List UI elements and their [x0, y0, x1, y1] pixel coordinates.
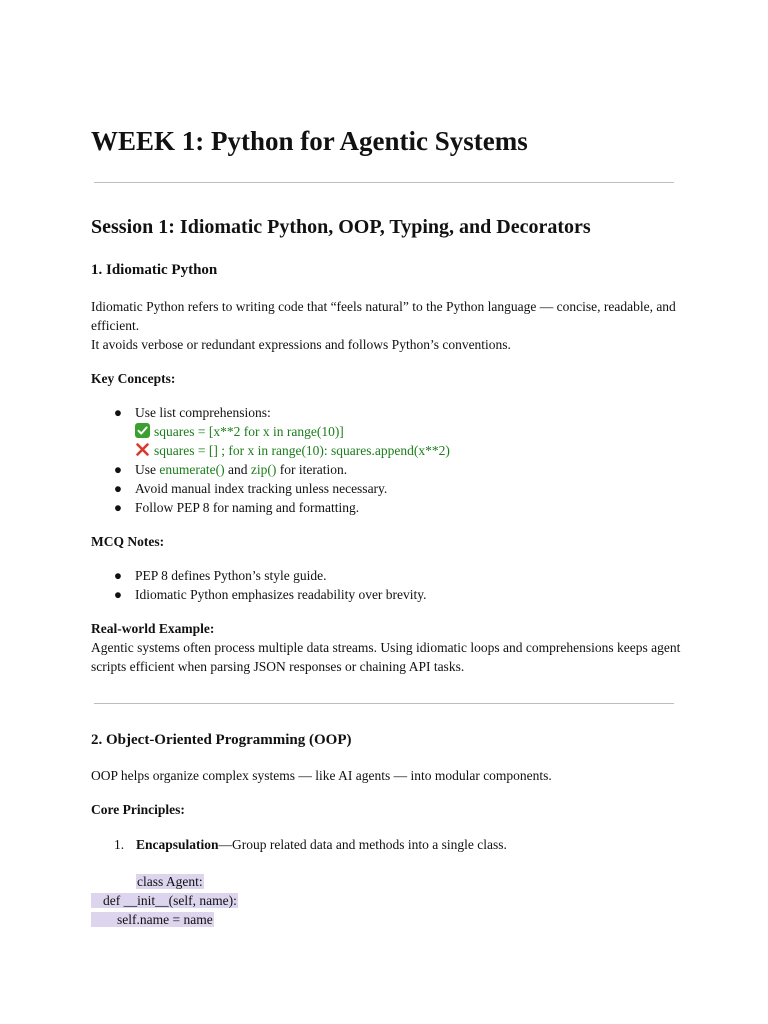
intro-paragraph	[91, 297, 681, 354]
code-line-3: self.name = name	[91, 910, 214, 929]
bullet-icon: ●	[113, 587, 123, 602]
good-example-code: squares = [x**2 for x in range(10)]	[154, 424, 344, 439]
key-concepts-label: Key Concepts:	[91, 371, 176, 386]
inline-code: zip()	[250, 462, 277, 477]
core-principles-label: Core Principles:	[91, 802, 185, 817]
bullet-icon: ●	[113, 481, 123, 496]
inline-code: enumerate()	[159, 462, 225, 477]
list-item-text: Follow PEP 8 for naming and formatting.	[135, 500, 360, 515]
session-title: Session 1: Idiomatic Python, OOP, Typing, and Decorators	[91, 216, 591, 238]
intro-line-1: Idiomatic Python refers to writing code that “feels natural” to the Python language — concise, readable, and efficient.	[91, 299, 676, 333]
real-world-label: Real-world Example:	[91, 621, 215, 636]
list-item-text: Avoid manual index tracking unless necessary.	[135, 481, 388, 496]
list-item-text: and	[224, 462, 251, 477]
list-item-text: PEP 8 defines Python’s style guide.	[135, 568, 327, 583]
divider	[94, 703, 674, 704]
divider	[94, 182, 674, 183]
key-concepts-list	[111, 403, 450, 517]
list-item	[111, 479, 450, 498]
list-item-text: Idiomatic Python emphasizes readability over brevity.	[135, 587, 427, 602]
principle-term: Encapsulation	[136, 837, 219, 852]
section-heading-oop: 2. Object-Oriented Programming (OOP)	[91, 732, 352, 748]
mcq-notes-label: MCQ Notes:	[91, 534, 165, 549]
cross-mark-icon	[135, 442, 150, 457]
list-number: 1.	[114, 837, 125, 852]
list-item	[111, 460, 450, 479]
real-world-text: Agentic systems often process multiple data streams. Using idiomatic loops and comprehensions keeps agent scripts efficient when parsing JSON responses or chaining API tasks.	[91, 640, 681, 674]
bullet-icon: ●	[113, 500, 123, 515]
list-item	[111, 566, 427, 585]
bullet-icon: ●	[113, 462, 123, 477]
intro-line-2: It avoids verbose or redundant expressions and follows Python’s conventions.	[91, 337, 511, 352]
list-item-text: Use list comprehensions:	[135, 405, 271, 420]
mcq-notes-list	[111, 566, 427, 604]
principle-description: —Group related data and methods into a single class.	[218, 837, 507, 852]
list-item	[111, 585, 427, 604]
list-item-text: for iteration.	[276, 462, 348, 477]
list-item-text: Use	[135, 462, 160, 477]
code-line-2: def __init__(self, name):	[91, 891, 238, 910]
oop-intro: OOP helps organize complex systems — like AI agents — into modular components.	[91, 768, 552, 783]
principle-item-encapsulation	[114, 835, 507, 854]
list-item	[111, 498, 450, 517]
bad-example-code: squares = [] ; for x in range(10): squares.append(x**2)	[154, 443, 450, 458]
check-mark-icon	[135, 423, 150, 438]
good-example	[135, 422, 450, 441]
section-heading-idiomatic-python: 1. Idiomatic Python	[91, 262, 218, 278]
bad-example	[135, 441, 450, 460]
list-item	[111, 403, 450, 460]
page-title: WEEK 1: Python for Agentic Systems	[91, 126, 528, 156]
real-world-example	[91, 619, 681, 676]
bullet-icon: ●	[113, 405, 123, 420]
bullet-icon: ●	[113, 568, 123, 583]
code-line-1: class Agent:	[137, 874, 203, 889]
